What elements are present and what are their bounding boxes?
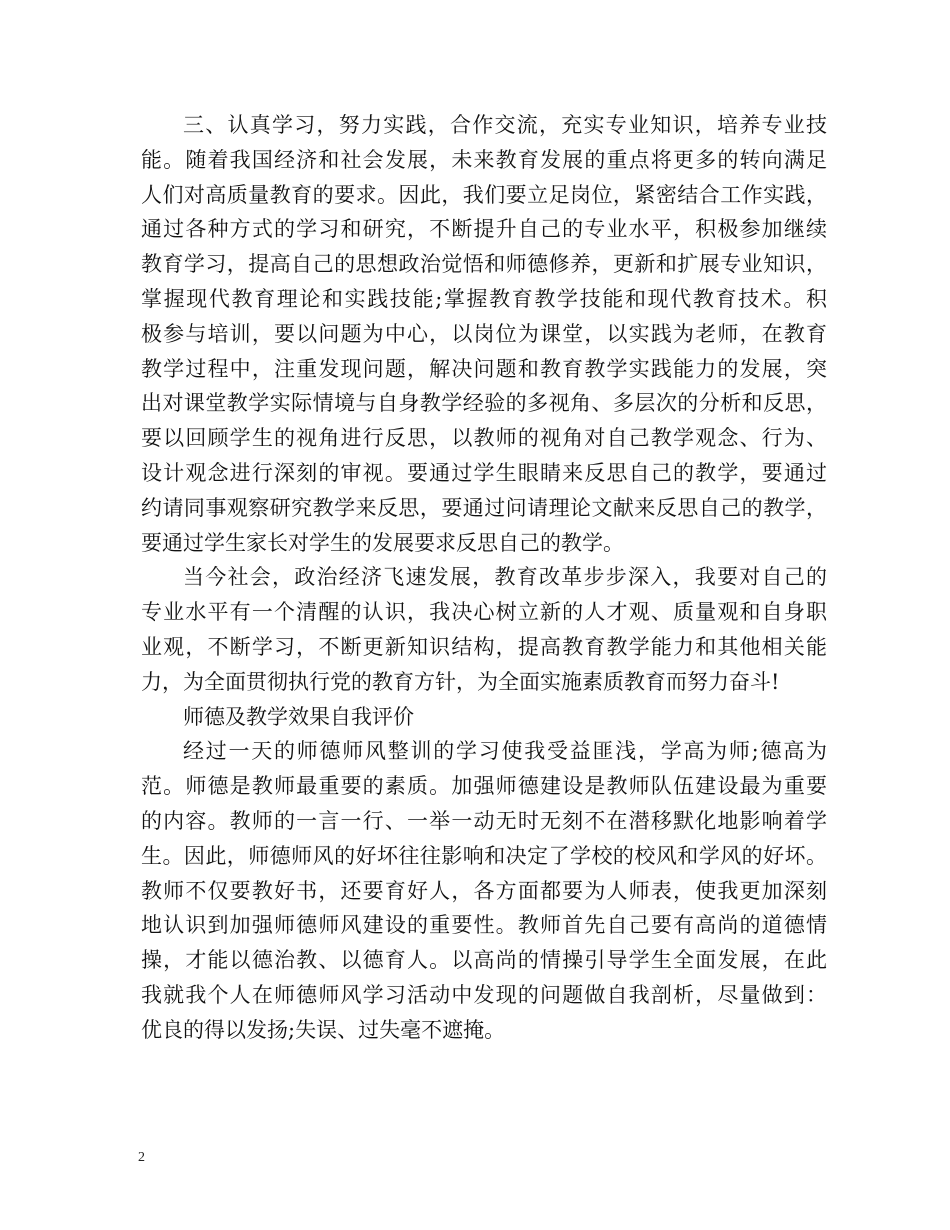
text-line: 范。师德是教师最重要的素质。加强师德建设是教师队伍建设最为重要	[141, 774, 827, 799]
text-line: 专业水平有一个清醒的认识，我决心树立新的人才观、质量观和自身职	[141, 600, 827, 625]
text-line: 的内容。教师的一言一行、一举一动无时无刻不在潜移默化地影响着学	[141, 808, 827, 833]
text-line: 力，为全面贯彻执行党的教育方针，为全面实施素质教育而努力奋斗!	[141, 669, 780, 694]
text-line: 能。随着我国经济和社会发展，未来教育发展的重点将更多的转向满足	[141, 147, 827, 172]
text-line: 教师不仅要教好书，还要育好人，各方面都要为人师表，使我更加深刻	[141, 878, 827, 903]
paragraph-social-development	[141, 560, 827, 699]
paragraph-teacher-ethics	[141, 734, 827, 1047]
text-line: 极参与培训，要以问题为中心，以岗位为课堂，以实践为老师，在教育	[141, 321, 827, 346]
text-line: 三、认真学习，努力实践，合作交流，充实专业知识，培养专业技	[183, 113, 827, 137]
text-line: 生。因此，师德师风的好坏往往影响和决定了学校的校风和学风的好坏。	[141, 843, 827, 868]
text-line: 业观，不断学习，不断更新知识结构，提高教育教学能力和其他相关能	[141, 634, 827, 659]
text-line: 地认识到加强师德师风建设的重要性。教师首先自己要有高尚的道德情	[141, 913, 827, 938]
text-line: 我就我个人在师德师风学习活动中发现的问题做自我剖析，尽量做到：	[141, 982, 827, 1007]
text-line: 优良的得以发扬;失误、过失毫不遮掩。	[141, 1017, 506, 1042]
text-line: 出对课堂教学实际情境与自身教学经验的多视角、多层次的分析和反思，	[141, 391, 827, 416]
text-line: 要以回顾学生的视角进行反思，以教师的视角对自己教学观念、行为、	[141, 426, 827, 451]
text-line: 教学过程中，注重发现问题，解决问题和教育教学实践能力的发展，突	[141, 356, 827, 381]
text-line: 教育学习，提高自己的思想政治觉悟和师德修养，更新和扩展专业知识，	[141, 252, 827, 277]
text-line: 操，才能以德治教、以德育人。以高尚的情操引导学生全面发展，在此	[141, 948, 827, 973]
document-body	[141, 108, 827, 1048]
text-line: 设计观念进行深刻的审视。要通过学生眼睛来反思自己的教学，要通过	[141, 460, 827, 485]
text-line: 通过各种方式的学习和研究，不断提升自己的专业水平，积极参加继续	[141, 217, 827, 242]
section-heading: 师德及教学效果自我评价	[183, 704, 414, 729]
paragraph-professional-study	[141, 108, 827, 560]
text-line: 经过一天的师德师风整训的学习使我受益匪浅，学高为师;德高为	[183, 739, 827, 764]
text-line: 人们对高质量教育的要求。因此，我们要立足岗位，紧密结合工作实践，	[141, 182, 827, 207]
text-line: 约请同事观察研究教学来反思，要通过问请理论文献来反思自己的教学，	[141, 495, 827, 520]
text-line: 当今社会，政治经济飞速发展，教育改革步步深入，我要对自己的	[183, 565, 827, 590]
text-line: 掌握现代教育理论和实践技能;掌握教育教学技能和现代教育技术。积	[141, 286, 827, 311]
page-number: 2	[138, 1150, 145, 1165]
text-line: 要通过学生家长对学生的发展要求反思自己的教学。	[141, 530, 624, 555]
